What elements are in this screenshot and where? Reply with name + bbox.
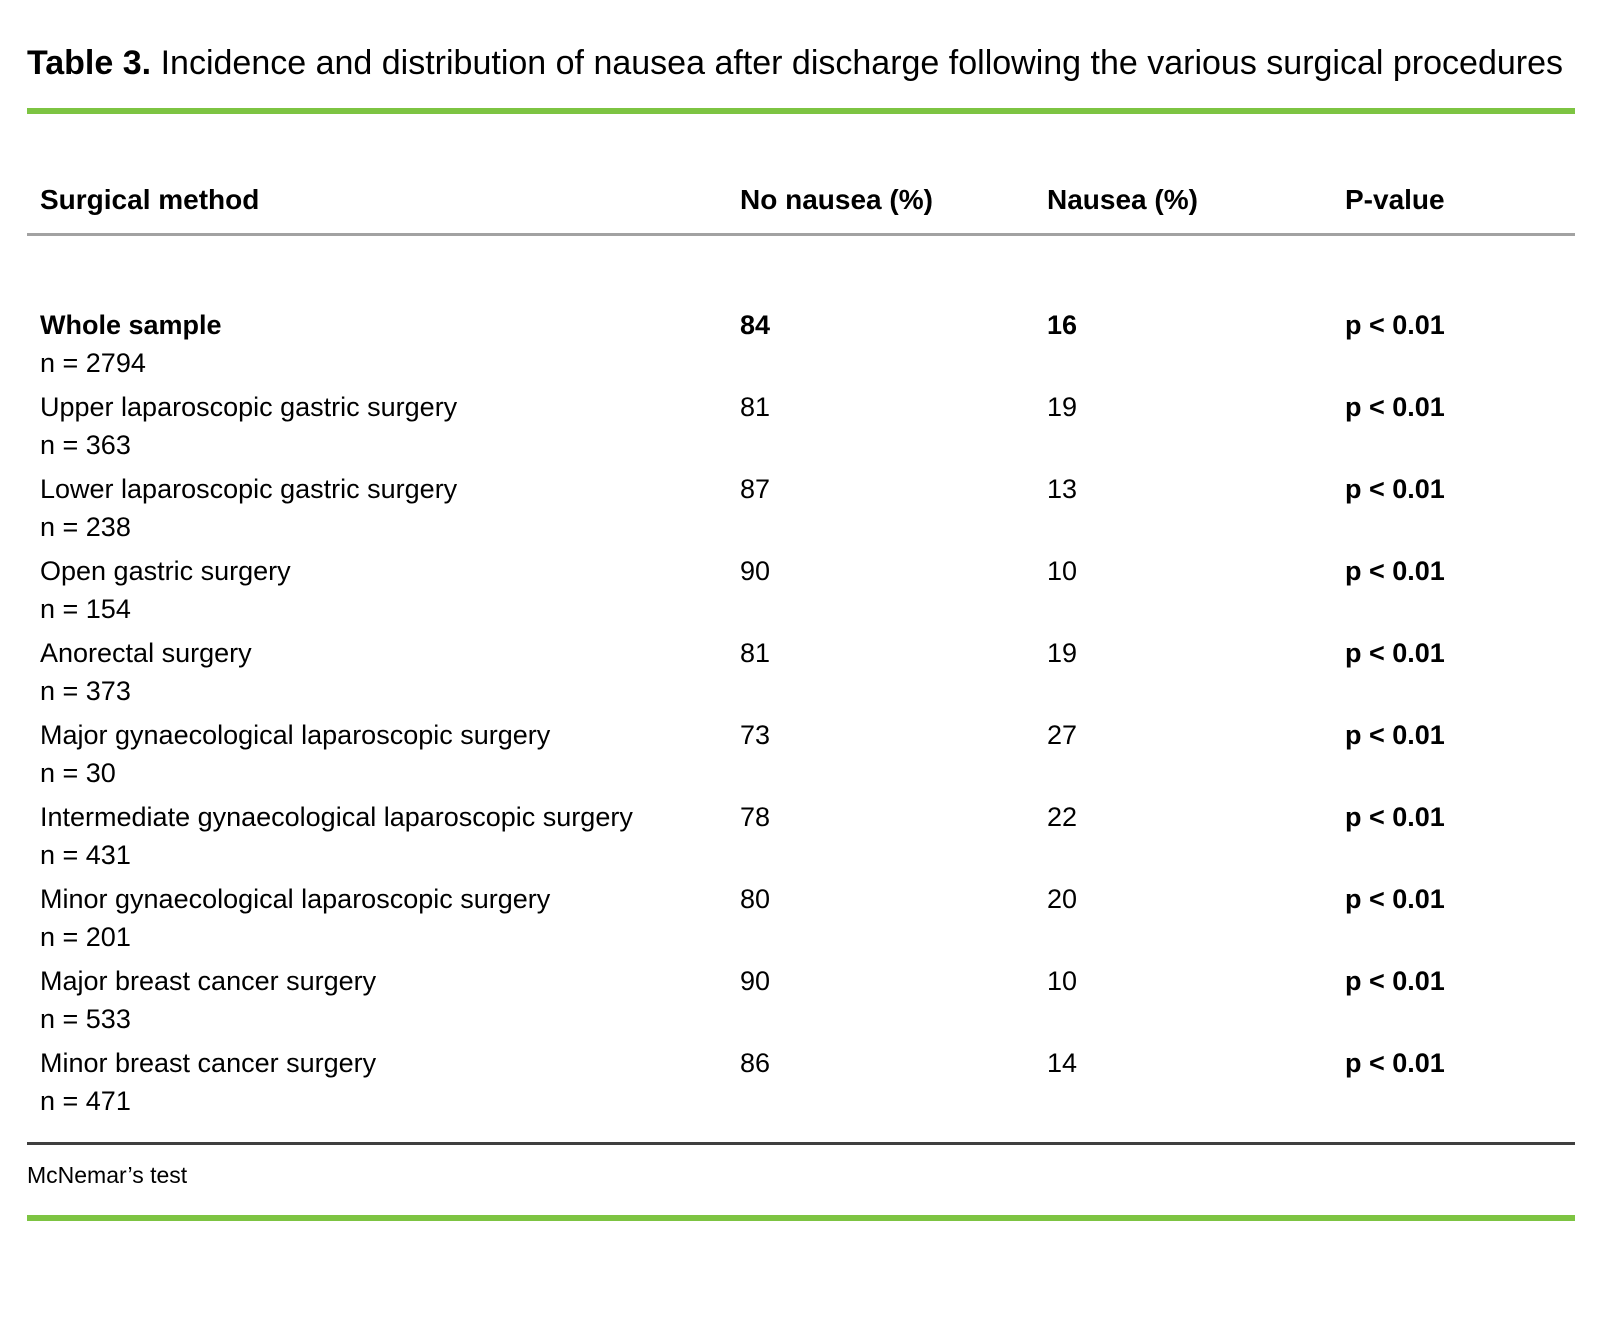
row-sample-size: n = 431 (40, 840, 131, 870)
col-header-nausea: Nausea (%) (1047, 184, 1198, 215)
table-row (27, 1044, 1575, 1126)
table-caption: Incidence and distribution of nausea after discharge following the various surgical procedures (160, 44, 1563, 82)
row-p-value: p < 0.01 (1345, 720, 1445, 750)
row-nausea-value: 20 (1047, 884, 1078, 914)
row-p-value: p < 0.01 (1345, 1048, 1445, 1078)
row-sample-size: n = 373 (40, 676, 131, 706)
table-title (27, 38, 1575, 88)
row-no-nausea-value: 90 (740, 966, 771, 996)
table-number: Table 3. (27, 44, 152, 82)
table-header-row (27, 185, 1575, 215)
table-row (27, 634, 1575, 716)
row-method-cell (27, 880, 740, 956)
row-method-cell (27, 962, 740, 1038)
row-nausea-value: 19 (1047, 392, 1078, 422)
row-method-name: Minor breast cancer surgery (40, 1048, 377, 1078)
row-method-name: Open gastric surgery (40, 556, 291, 586)
table-row (27, 388, 1575, 470)
header-divider-rule (27, 233, 1575, 236)
row-p-value: p < 0.01 (1345, 966, 1445, 996)
row-p-value: p < 0.01 (1345, 802, 1445, 832)
table-row (27, 962, 1575, 1044)
row-sample-size: n = 238 (40, 512, 131, 542)
row-no-nausea-value: 80 (740, 884, 771, 914)
col-header-no-nausea: No nausea (%) (740, 184, 933, 215)
row-method-cell (27, 798, 740, 874)
row-nausea-value: 19 (1047, 638, 1078, 668)
table-row (27, 880, 1575, 962)
row-no-nausea-value: 87 (740, 474, 771, 504)
row-nausea-value: 10 (1047, 966, 1078, 996)
row-method-name: Major gynaecological laparoscopic surgery (40, 720, 551, 750)
row-method-cell (27, 388, 740, 464)
row-p-value: p < 0.01 (1345, 310, 1445, 340)
col-header-surgical-method: Surgical method (40, 184, 260, 215)
row-method-cell (27, 552, 740, 628)
table-row (27, 470, 1575, 552)
row-nausea-value: 13 (1047, 474, 1078, 504)
row-method-name: Minor gynaecological laparoscopic surgery (40, 884, 551, 914)
table-row (27, 798, 1575, 880)
row-method-cell (27, 470, 740, 546)
row-method-cell (27, 634, 740, 710)
row-method-name: Upper laparoscopic gastric surgery (40, 392, 458, 422)
row-method-name: Whole sample (40, 310, 222, 340)
bottom-accent-rule (27, 1215, 1575, 1221)
row-method-name: Lower laparoscopic gastric surgery (40, 474, 458, 504)
table-body (27, 306, 1575, 1126)
row-sample-size: n = 30 (40, 758, 116, 788)
row-method-name: Anorectal surgery (40, 638, 252, 668)
table-figure (0, 38, 1600, 1221)
row-p-value: p < 0.01 (1345, 474, 1445, 504)
table-row (27, 716, 1575, 798)
row-no-nausea-value: 73 (740, 720, 771, 750)
row-no-nausea-value: 84 (740, 310, 771, 340)
row-method-cell (27, 306, 740, 382)
row-sample-size: n = 154 (40, 594, 131, 624)
table-row (27, 552, 1575, 634)
row-method-name: Major breast cancer surgery (40, 966, 377, 996)
top-accent-rule (27, 108, 1575, 114)
table-footnote: McNemar’s test (27, 1162, 188, 1188)
row-p-value: p < 0.01 (1345, 556, 1445, 586)
row-nausea-value: 14 (1047, 1048, 1078, 1078)
row-no-nausea-value: 86 (740, 1048, 771, 1078)
row-no-nausea-value: 81 (740, 638, 771, 668)
row-no-nausea-value: 90 (740, 556, 771, 586)
table-row (27, 306, 1575, 388)
row-no-nausea-value: 78 (740, 802, 771, 832)
row-nausea-value: 22 (1047, 802, 1078, 832)
row-sample-size: n = 2794 (40, 348, 146, 378)
row-nausea-value: 27 (1047, 720, 1078, 750)
row-method-name: Intermediate gynaecological laparoscopic surgery (40, 802, 633, 832)
row-sample-size: n = 201 (40, 922, 131, 952)
row-sample-size: n = 471 (40, 1086, 131, 1116)
table-bottom-border-rule (27, 1142, 1575, 1145)
row-nausea-value: 10 (1047, 556, 1078, 586)
row-sample-size: n = 533 (40, 1004, 131, 1034)
row-sample-size: n = 363 (40, 430, 131, 460)
row-p-value: p < 0.01 (1345, 392, 1445, 422)
row-no-nausea-value: 81 (740, 392, 771, 422)
row-p-value: p < 0.01 (1345, 884, 1445, 914)
row-nausea-value: 16 (1047, 310, 1078, 340)
col-header-p-value: P-value (1345, 184, 1445, 215)
row-p-value: p < 0.01 (1345, 638, 1445, 668)
row-method-cell (27, 1044, 740, 1120)
row-method-cell (27, 716, 740, 792)
